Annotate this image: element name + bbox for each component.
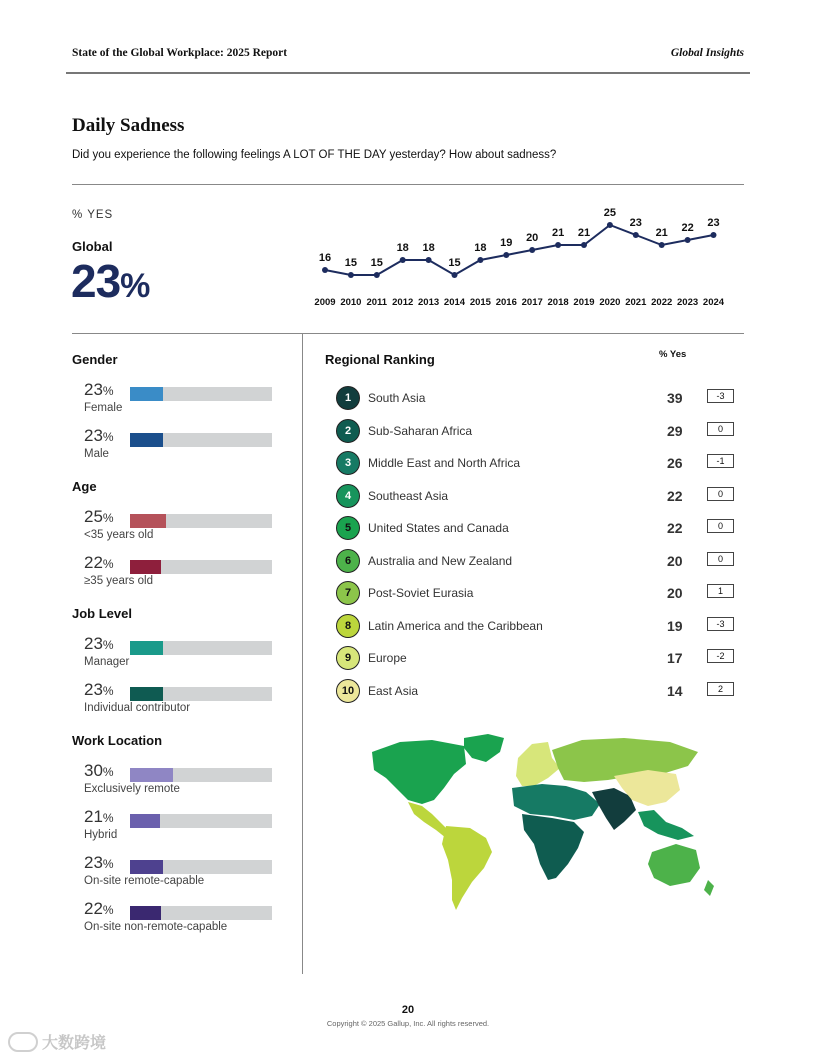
demographic-label: On-site non-remote-capable bbox=[84, 921, 228, 933]
header-rule bbox=[66, 72, 750, 74]
trend-point bbox=[400, 257, 406, 263]
trend-data-label: 15 bbox=[448, 257, 461, 269]
trend-point bbox=[426, 257, 432, 263]
rank-badge: 5 bbox=[336, 516, 360, 540]
demographic-value-number: 23 bbox=[84, 634, 103, 653]
demographic-label: Hybrid bbox=[84, 829, 118, 841]
x-tick-label: 2012 bbox=[392, 297, 414, 308]
regional-row bbox=[336, 386, 736, 412]
demographic-bar-track bbox=[130, 814, 272, 828]
region-name: Australia and New Zealand bbox=[368, 553, 513, 568]
demographic-value-number: 30 bbox=[84, 761, 103, 780]
demographic-label: On-site remote-capable bbox=[84, 875, 205, 887]
trend-data-label: 18 bbox=[422, 242, 435, 254]
x-tick-label: 2024 bbox=[702, 297, 725, 308]
demographic-value-unit: % bbox=[102, 638, 114, 652]
map-south-america bbox=[442, 826, 492, 910]
region-value: 26 bbox=[667, 455, 683, 471]
demographic-value bbox=[84, 680, 114, 700]
region-name: Latin America and the Caribbean bbox=[368, 618, 543, 633]
demographic-row bbox=[84, 553, 284, 595]
rank-badge: 7 bbox=[336, 581, 360, 605]
rank-badge: 1 bbox=[336, 386, 360, 410]
demographic-row bbox=[84, 899, 284, 941]
trend-data-label: 18 bbox=[396, 242, 409, 254]
header-title: State of the Global Workplace: 2025 Report bbox=[72, 47, 288, 59]
demographic-row bbox=[84, 426, 284, 468]
rank-change-box: 0 bbox=[707, 487, 734, 501]
global-label: Global bbox=[72, 239, 113, 254]
trend-data-label: 21 bbox=[655, 227, 668, 239]
global-value-number: 23 bbox=[71, 255, 121, 307]
trend-point bbox=[633, 232, 639, 238]
demographic-value-number: 22 bbox=[84, 899, 103, 918]
global-value bbox=[71, 254, 149, 308]
regional-row bbox=[336, 451, 736, 477]
regional-row bbox=[336, 614, 736, 640]
demographic-value-number: 21 bbox=[84, 807, 103, 826]
x-tick-label: 2010 bbox=[340, 297, 362, 308]
x-tick-label: 2014 bbox=[443, 297, 466, 308]
demographic-bar-track bbox=[130, 514, 272, 528]
rank-badge: 4 bbox=[336, 484, 360, 508]
region-name: South Asia bbox=[368, 391, 426, 405]
trend-point bbox=[581, 242, 587, 248]
region-value: 22 bbox=[667, 487, 683, 504]
trend-point bbox=[711, 232, 717, 238]
regional-row bbox=[336, 484, 736, 510]
demographic-row bbox=[84, 634, 284, 676]
demographic-heading: Work Location bbox=[72, 733, 163, 748]
rank-change-box: -2 bbox=[707, 649, 734, 663]
region-value: 14 bbox=[667, 682, 683, 699]
page-title: Daily Sadness bbox=[72, 115, 185, 136]
demographic-bar-track bbox=[130, 687, 272, 701]
demographic-heading: Job Level bbox=[72, 606, 132, 621]
regional-title: Regional Ranking bbox=[325, 352, 435, 367]
demographic-value-number: 23 bbox=[84, 853, 103, 872]
x-tick-label: 2009 bbox=[314, 297, 336, 308]
rank-change-box: -3 bbox=[707, 617, 734, 631]
regional-row bbox=[336, 516, 736, 542]
demographic-bar-fill bbox=[130, 560, 161, 574]
demographic-bar-track bbox=[130, 860, 272, 874]
demographic-label: Manager bbox=[84, 656, 130, 668]
rank-change-box: 2 bbox=[707, 682, 734, 696]
trend-point bbox=[685, 237, 691, 243]
demographic-bar-track bbox=[130, 906, 272, 920]
demographic-value-number: 23 bbox=[84, 426, 103, 445]
mid-divider bbox=[72, 333, 744, 334]
demographic-bar-track bbox=[130, 641, 272, 655]
demographic-bar-fill bbox=[130, 768, 173, 782]
map-australia bbox=[648, 844, 700, 886]
trend-point bbox=[374, 272, 380, 278]
demographic-label: Female bbox=[84, 402, 123, 414]
map-sub-saharan-africa bbox=[522, 814, 584, 880]
regional-value-header: % Yes bbox=[659, 349, 687, 360]
global-value-percent: % bbox=[120, 267, 150, 305]
trend-point bbox=[555, 242, 561, 248]
rank-change-box: 1 bbox=[707, 584, 734, 598]
demographic-row bbox=[84, 761, 284, 803]
trend-data-label: 22 bbox=[681, 222, 694, 234]
column-divider bbox=[302, 334, 303, 974]
region-value: 22 bbox=[667, 520, 683, 536]
region-name: Post-Soviet Eurasia bbox=[368, 586, 474, 600]
copyright: Copyright © 2025 Gallup, Inc. All rights reserved. bbox=[326, 1019, 490, 1028]
x-tick-label: 2018 bbox=[547, 297, 569, 308]
region-name: Sub-Saharan Africa bbox=[368, 423, 473, 438]
map-southeast-asia bbox=[638, 810, 694, 840]
demographic-label: Individual contributor bbox=[84, 702, 191, 714]
demographic-bar-fill bbox=[130, 687, 163, 701]
watermark bbox=[8, 1030, 106, 1053]
demographic-bar-fill bbox=[130, 433, 163, 447]
demographic-bar-track bbox=[130, 560, 272, 574]
watermark-text: 大数跨境 bbox=[42, 1035, 107, 1052]
trend-data-label: 19 bbox=[500, 237, 513, 249]
trend-data-label: 21 bbox=[551, 227, 565, 239]
demographic-label: Exclusively remote bbox=[84, 783, 180, 795]
demographic-value-number: 23 bbox=[84, 680, 103, 699]
rank-badge: 6 bbox=[336, 549, 360, 573]
trend-data-label: 20 bbox=[526, 232, 539, 244]
demographic-value-number: 22 bbox=[84, 553, 103, 572]
rank-change-box: -1 bbox=[707, 454, 734, 468]
demographic-value-unit: % bbox=[102, 384, 114, 398]
page-number: 20 bbox=[401, 1004, 415, 1016]
regional-row bbox=[336, 419, 736, 445]
trend-data-label: 18 bbox=[474, 242, 487, 254]
trend-data-label: 15 bbox=[370, 257, 383, 269]
survey-question: Did you experience the following feelings A LOT OF THE DAY yesterday? How about sadness? bbox=[72, 149, 557, 161]
region-value: 39 bbox=[667, 390, 683, 406]
map-europe bbox=[516, 742, 560, 786]
region-value: 17 bbox=[667, 650, 683, 666]
trend-data-label: 21 bbox=[577, 227, 591, 239]
trend-point bbox=[503, 252, 509, 258]
demographic-value bbox=[84, 507, 114, 527]
header-section: Global Insights bbox=[670, 47, 744, 59]
demographic-label: ≥35 years old bbox=[84, 575, 153, 587]
trend-point bbox=[529, 247, 535, 253]
trend-data-label: 16 bbox=[318, 252, 332, 264]
trend-data-label: 23 bbox=[629, 217, 642, 229]
demographic-value-number: 23 bbox=[84, 380, 103, 399]
demographic-bar-fill bbox=[130, 860, 163, 874]
rank-badge: 2 bbox=[336, 419, 360, 443]
map-north-america bbox=[372, 740, 466, 804]
rank-change-box: 0 bbox=[707, 552, 734, 566]
x-tick-label: 2020 bbox=[599, 297, 621, 308]
region-name: Europe bbox=[368, 651, 407, 665]
x-tick-label: 2023 bbox=[677, 297, 699, 308]
trend-data-label: 15 bbox=[344, 257, 358, 269]
x-tick-label: 2011 bbox=[366, 297, 388, 308]
map-greenland bbox=[464, 734, 504, 762]
regional-row bbox=[336, 549, 736, 575]
x-tick-label: 2015 bbox=[469, 297, 491, 308]
map-central-america bbox=[408, 802, 450, 838]
demographic-bar-track bbox=[130, 768, 272, 782]
trend-point bbox=[659, 242, 665, 248]
demographic-value bbox=[84, 899, 114, 919]
demographic-value bbox=[84, 553, 114, 573]
trend-data-label: 23 bbox=[707, 217, 720, 229]
trend-point bbox=[607, 222, 613, 228]
region-value: 20 bbox=[667, 585, 683, 601]
demographic-value-unit: % bbox=[102, 903, 114, 917]
demographic-label: Male bbox=[84, 448, 109, 460]
demographic-value-number: 25 bbox=[84, 507, 103, 526]
demographic-value bbox=[84, 807, 114, 827]
x-tick-label: 2013 bbox=[418, 297, 440, 308]
demographic-value bbox=[84, 853, 114, 873]
demographic-bar-fill bbox=[130, 814, 160, 828]
demographic-value-unit: % bbox=[102, 430, 114, 444]
trend-point bbox=[322, 267, 328, 273]
demographic-bar-fill bbox=[130, 641, 163, 655]
region-name: Middle East and North Africa bbox=[368, 456, 521, 470]
demographic-heading: Gender bbox=[72, 352, 118, 367]
trend-data-label: 25 bbox=[603, 207, 617, 219]
demographic-value-unit: % bbox=[102, 557, 114, 571]
demographic-value-unit: % bbox=[102, 684, 114, 698]
demographic-row bbox=[84, 680, 284, 722]
rank-change-box: -3 bbox=[707, 389, 734, 403]
rank-badge: 3 bbox=[336, 451, 360, 475]
demographic-value bbox=[84, 426, 114, 446]
demographic-value bbox=[84, 761, 114, 781]
regional-row bbox=[336, 679, 736, 705]
trend-line-chart bbox=[305, 205, 735, 315]
trend-point bbox=[452, 272, 458, 278]
demographic-row bbox=[84, 853, 284, 895]
demographic-bar-fill bbox=[130, 906, 161, 920]
demographic-row bbox=[84, 380, 284, 422]
regional-row bbox=[336, 581, 736, 607]
x-tick-label: 2016 bbox=[495, 297, 517, 308]
demographic-bar-fill bbox=[130, 514, 166, 528]
demographic-row bbox=[84, 507, 284, 549]
x-tick-label: 2017 bbox=[521, 297, 543, 308]
x-tick-label: 2019 bbox=[573, 297, 595, 308]
measure-label: % YES bbox=[72, 209, 114, 221]
rank-badge: 10 bbox=[336, 679, 360, 703]
region-value: 20 bbox=[667, 552, 683, 569]
trend-point bbox=[477, 257, 483, 263]
region-name: Southeast Asia bbox=[368, 488, 449, 503]
watermark-logo-icon bbox=[8, 1032, 38, 1052]
demographic-value bbox=[84, 634, 114, 654]
rank-change-box: 0 bbox=[707, 519, 734, 533]
rank-change-box: 0 bbox=[707, 422, 734, 436]
region-name: United States and Canada bbox=[368, 521, 509, 535]
demographic-bar-track bbox=[130, 433, 272, 447]
x-tick-label: 2021 bbox=[625, 297, 647, 308]
region-value: 19 bbox=[667, 617, 683, 634]
demographic-heading: Age bbox=[72, 479, 97, 494]
rank-badge: 9 bbox=[336, 646, 360, 670]
demographic-value bbox=[84, 380, 114, 400]
demographic-bar-fill bbox=[130, 387, 163, 401]
top-divider bbox=[72, 184, 744, 185]
regional-row bbox=[336, 646, 736, 672]
demographic-label: <35 years old bbox=[84, 529, 154, 541]
region-value: 29 bbox=[667, 422, 683, 439]
region-name: East Asia bbox=[368, 683, 419, 698]
demographic-value-unit: % bbox=[102, 811, 114, 825]
trend-point bbox=[348, 272, 354, 278]
demographic-value-unit: % bbox=[102, 765, 114, 779]
demographic-value-unit: % bbox=[102, 857, 114, 871]
demographic-bar-track bbox=[130, 387, 272, 401]
demographic-row bbox=[84, 807, 284, 849]
rank-badge: 8 bbox=[336, 614, 360, 638]
demographic-value-unit: % bbox=[102, 511, 114, 525]
map-new-zealand bbox=[704, 880, 714, 896]
x-tick-label: 2022 bbox=[651, 297, 673, 308]
world-map bbox=[352, 730, 722, 915]
